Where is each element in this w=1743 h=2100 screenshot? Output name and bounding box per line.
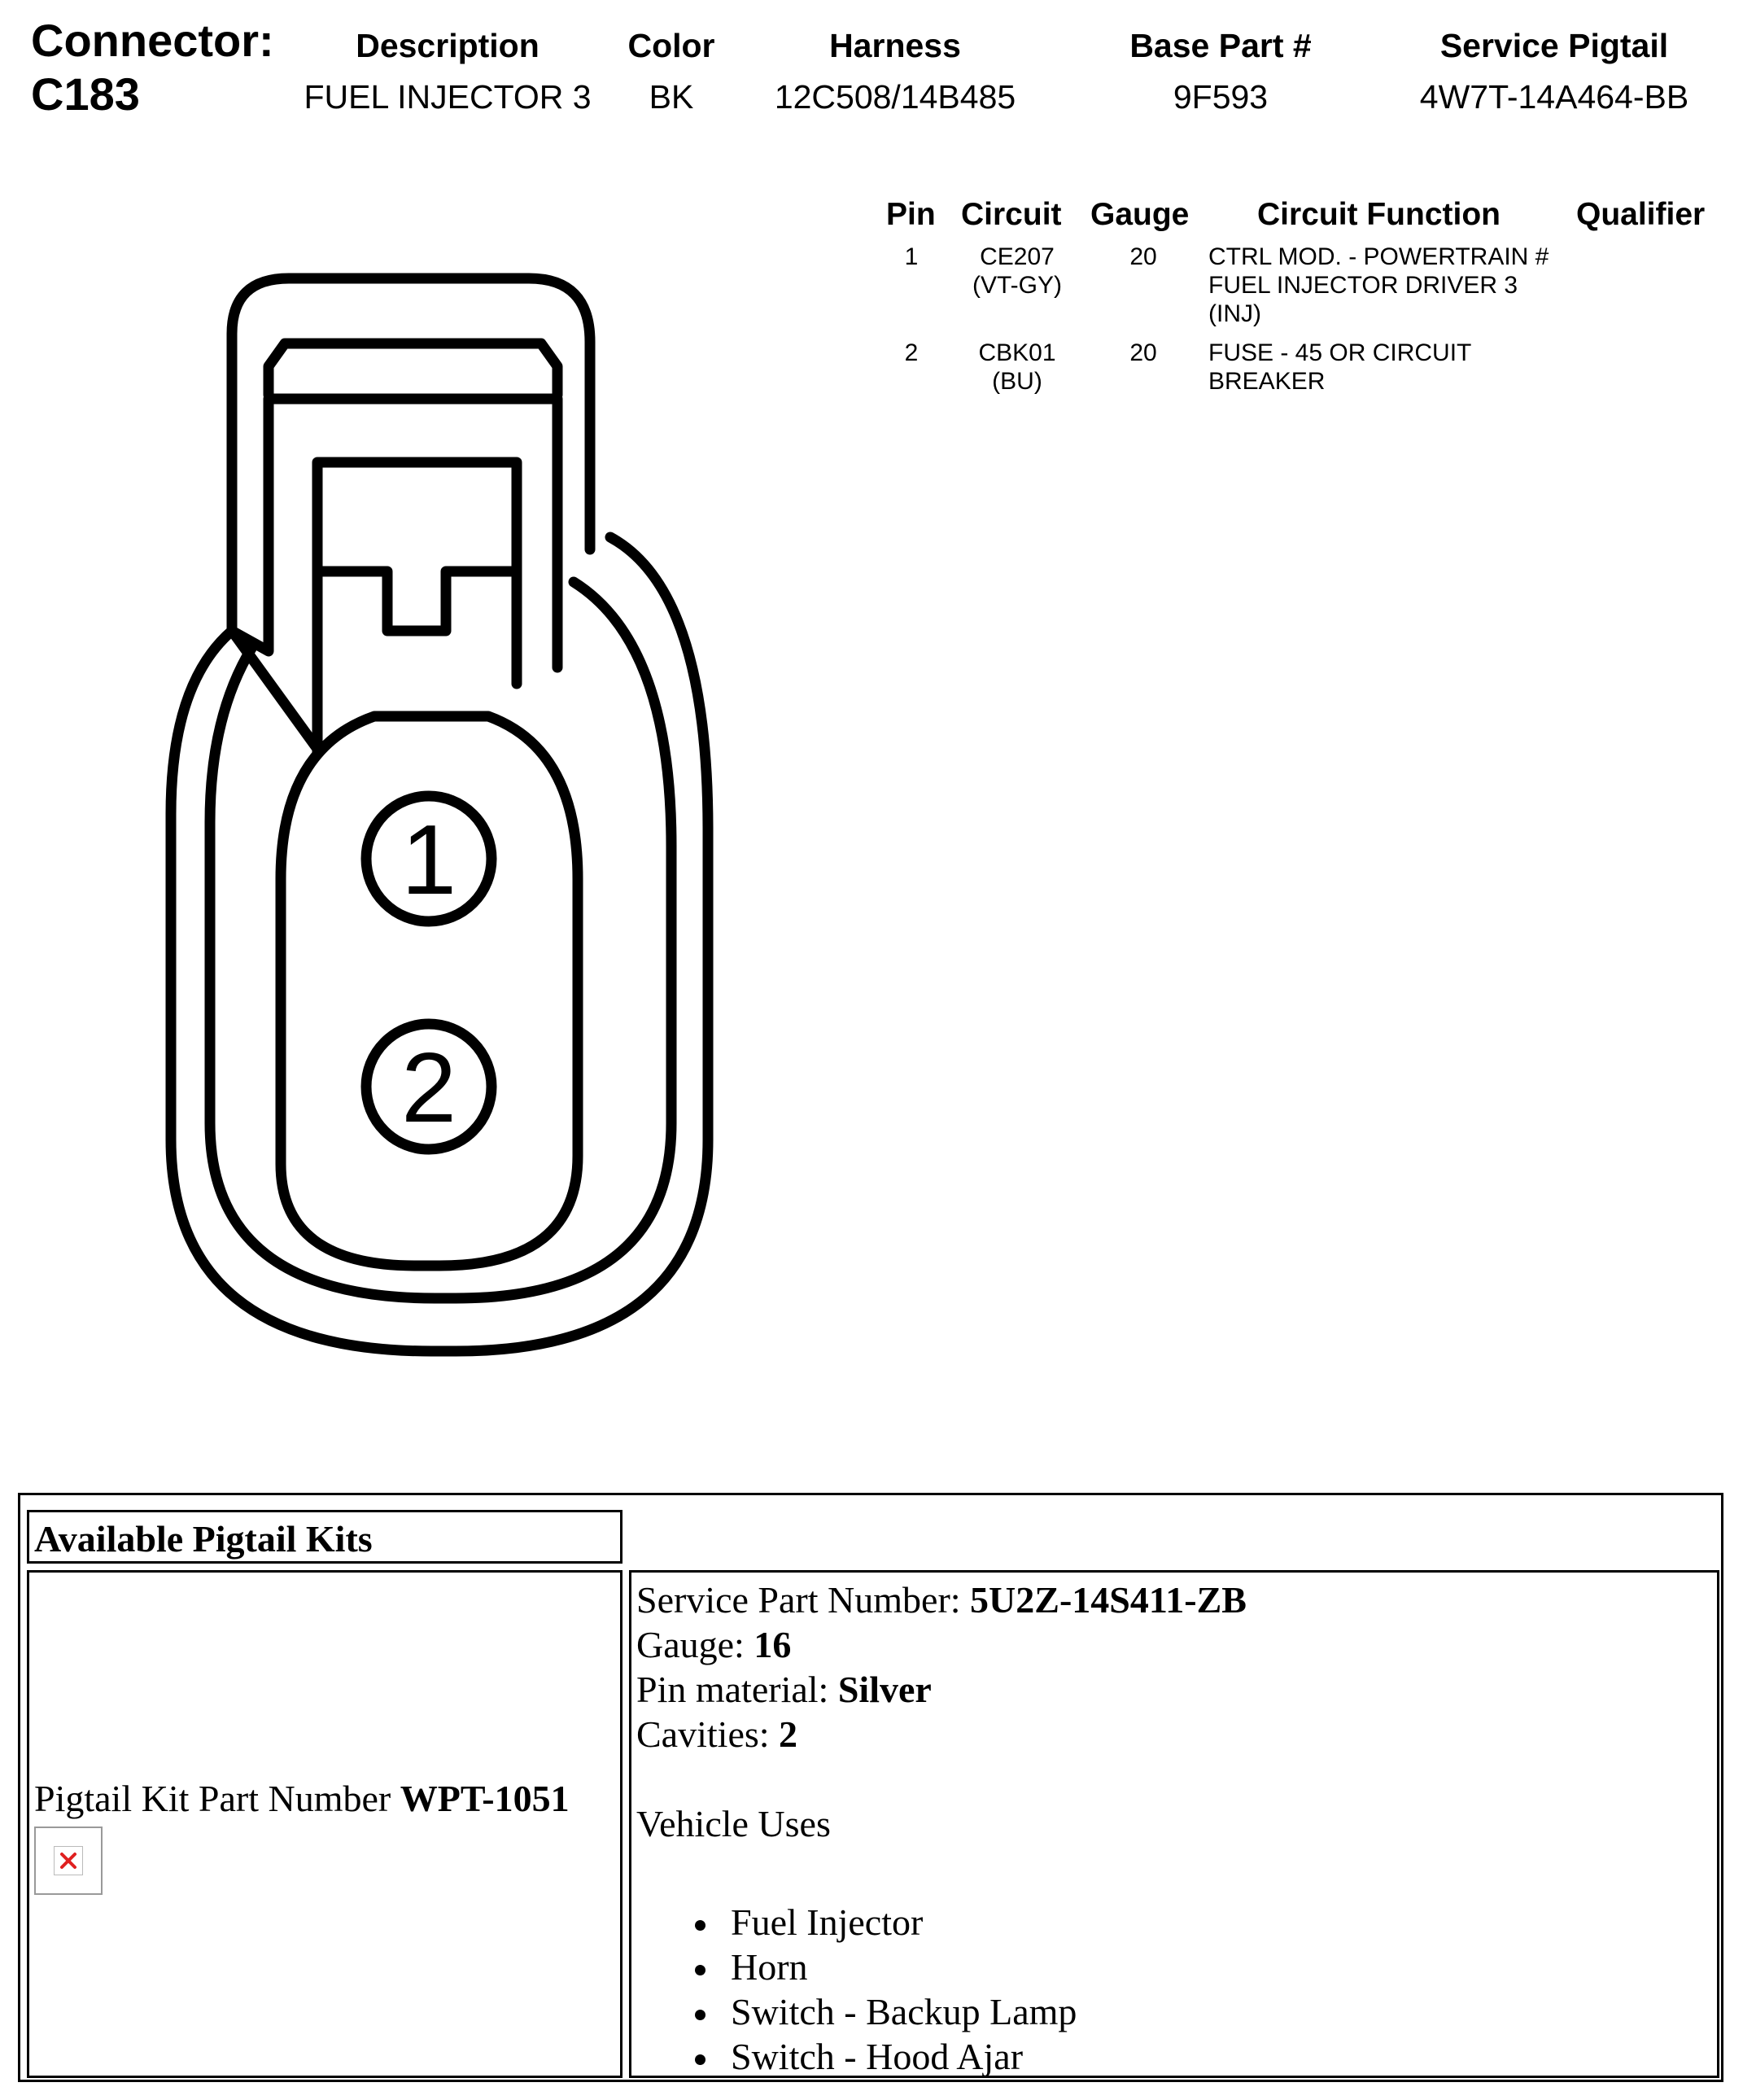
- pin-row-2-circuit: [944, 339, 1090, 396]
- list-item: [631, 1989, 1077, 2034]
- description-label: Description: [356, 27, 540, 64]
- pin-row-2-pin: 2: [904, 339, 919, 366]
- color-label: Color: [627, 27, 715, 64]
- circuit-color: (BU): [992, 368, 1042, 395]
- function-line: FUSE - 45 OR CIRCUIT: [1208, 339, 1472, 366]
- function-line: CTRL MOD. - POWERTRAIN #: [1208, 243, 1549, 270]
- vehicle-uses-list: [631, 1900, 1077, 2079]
- gauge-value: 16: [754, 1624, 792, 1665]
- latch-side: [232, 631, 317, 749]
- function-line: FUEL INJECTOR DRIVER 3: [1208, 272, 1518, 299]
- vehicle-use-text: Switch - Backup Lamp: [731, 1991, 1077, 2032]
- description-value: FUEL INJECTOR 3: [304, 78, 592, 116]
- service-part-number: 5U2Z-14S411-ZB: [970, 1579, 1247, 1621]
- pin-row-1-circuit: [944, 243, 1090, 300]
- gauge-line: [636, 1622, 1247, 1667]
- pin-row-1-pin: 1: [904, 243, 919, 270]
- function-line: BREAKER: [1208, 368, 1326, 395]
- cavities-label: Cavities:: [636, 1713, 780, 1755]
- pin-row-2-gauge: 20: [1129, 339, 1157, 366]
- harness-label: Harness: [829, 27, 961, 64]
- connector-face-diagram: [146, 260, 749, 1376]
- connector-id: C183: [31, 68, 140, 120]
- latch-cap: [269, 343, 557, 395]
- service-part-label: Service Part Number:: [636, 1579, 971, 1621]
- cavities-line: [636, 1712, 1247, 1757]
- latch-window: [317, 462, 517, 753]
- header-harness: [732, 29, 1058, 114]
- pin-row-1-function: [1208, 243, 1549, 328]
- harness-value: 12C508/14B485: [774, 78, 1016, 116]
- bullet-icon: [695, 1965, 706, 1975]
- circuit-code: CBK01: [978, 339, 1056, 366]
- pin-1-label: 1: [401, 804, 456, 915]
- pin-row-2-function: [1208, 339, 1471, 396]
- pin-2-label: 2: [401, 1032, 456, 1143]
- base-part-value: 9F593: [1173, 78, 1269, 116]
- kits-title: Available Pigtail Kits: [34, 1518, 373, 1560]
- service-pigtail-value: 4W7T-14A464-BB: [1419, 78, 1689, 116]
- pigtail-kits-table: [18, 1493, 1723, 2082]
- pin-material-line: [636, 1667, 1247, 1712]
- list-item: [631, 2034, 1077, 2079]
- service-part-line: [636, 1577, 1247, 1622]
- circuit-col-header: Circuit: [961, 197, 1062, 232]
- list-item: [631, 1945, 1077, 1989]
- kit-part-number: WPT-1051: [400, 1778, 570, 1819]
- vehicle-use-text: Horn: [731, 1946, 808, 1988]
- function-col-header: Circuit Function: [1257, 197, 1501, 232]
- kit-part-cell: [27, 1570, 622, 2078]
- pin-material-value: Silver: [837, 1669, 932, 1710]
- circuit-code: CE207: [980, 243, 1055, 270]
- header-service-pigtail: [1383, 29, 1725, 114]
- bullet-icon: [695, 2054, 706, 2065]
- header-base-part: [1058, 29, 1383, 114]
- kit-details-cell: [629, 1570, 1719, 2078]
- header-color: [610, 29, 732, 114]
- gauge-label: Gauge:: [636, 1624, 754, 1665]
- header-description: [285, 29, 610, 114]
- close-icon: [55, 1847, 82, 1875]
- kits-title-cell: [27, 1510, 622, 1564]
- pin-col-header: Pin: [886, 197, 936, 232]
- kit-spec-block: [636, 1577, 1247, 1846]
- pin-row-1-gauge: 20: [1129, 243, 1157, 270]
- bullet-icon: [695, 1920, 706, 1931]
- gauge-col-header: Gauge: [1090, 197, 1190, 232]
- vehicle-use-text: Fuel Injector: [731, 1901, 924, 1943]
- kit-part-number-line: [34, 1776, 570, 1821]
- qualifier-col-header: Qualifier: [1576, 197, 1706, 232]
- kit-part-label: Pigtail Kit Part Number: [34, 1778, 400, 1819]
- cavities-value: 2: [779, 1713, 798, 1755]
- pin-material-label: Pin material:: [636, 1669, 838, 1710]
- color-value: BK: [649, 78, 694, 116]
- base-part-label: Base Part #: [1129, 27, 1312, 64]
- broken-image-icon: [34, 1827, 103, 1895]
- service-pigtail-label: Service Pigtail: [1439, 27, 1669, 64]
- vehicle-use-text: Switch - Hood Ajar: [731, 2036, 1024, 2077]
- bullet-icon: [695, 2010, 706, 2020]
- vehicle-uses-heading: Vehicle Uses: [636, 1803, 831, 1844]
- list-item: [631, 1900, 1077, 1945]
- broken-image-frame: [54, 1846, 83, 1875]
- circuit-color: (VT-GY): [972, 272, 1062, 299]
- function-line: (INJ): [1208, 300, 1261, 327]
- connector-label: Connector:: [31, 15, 274, 66]
